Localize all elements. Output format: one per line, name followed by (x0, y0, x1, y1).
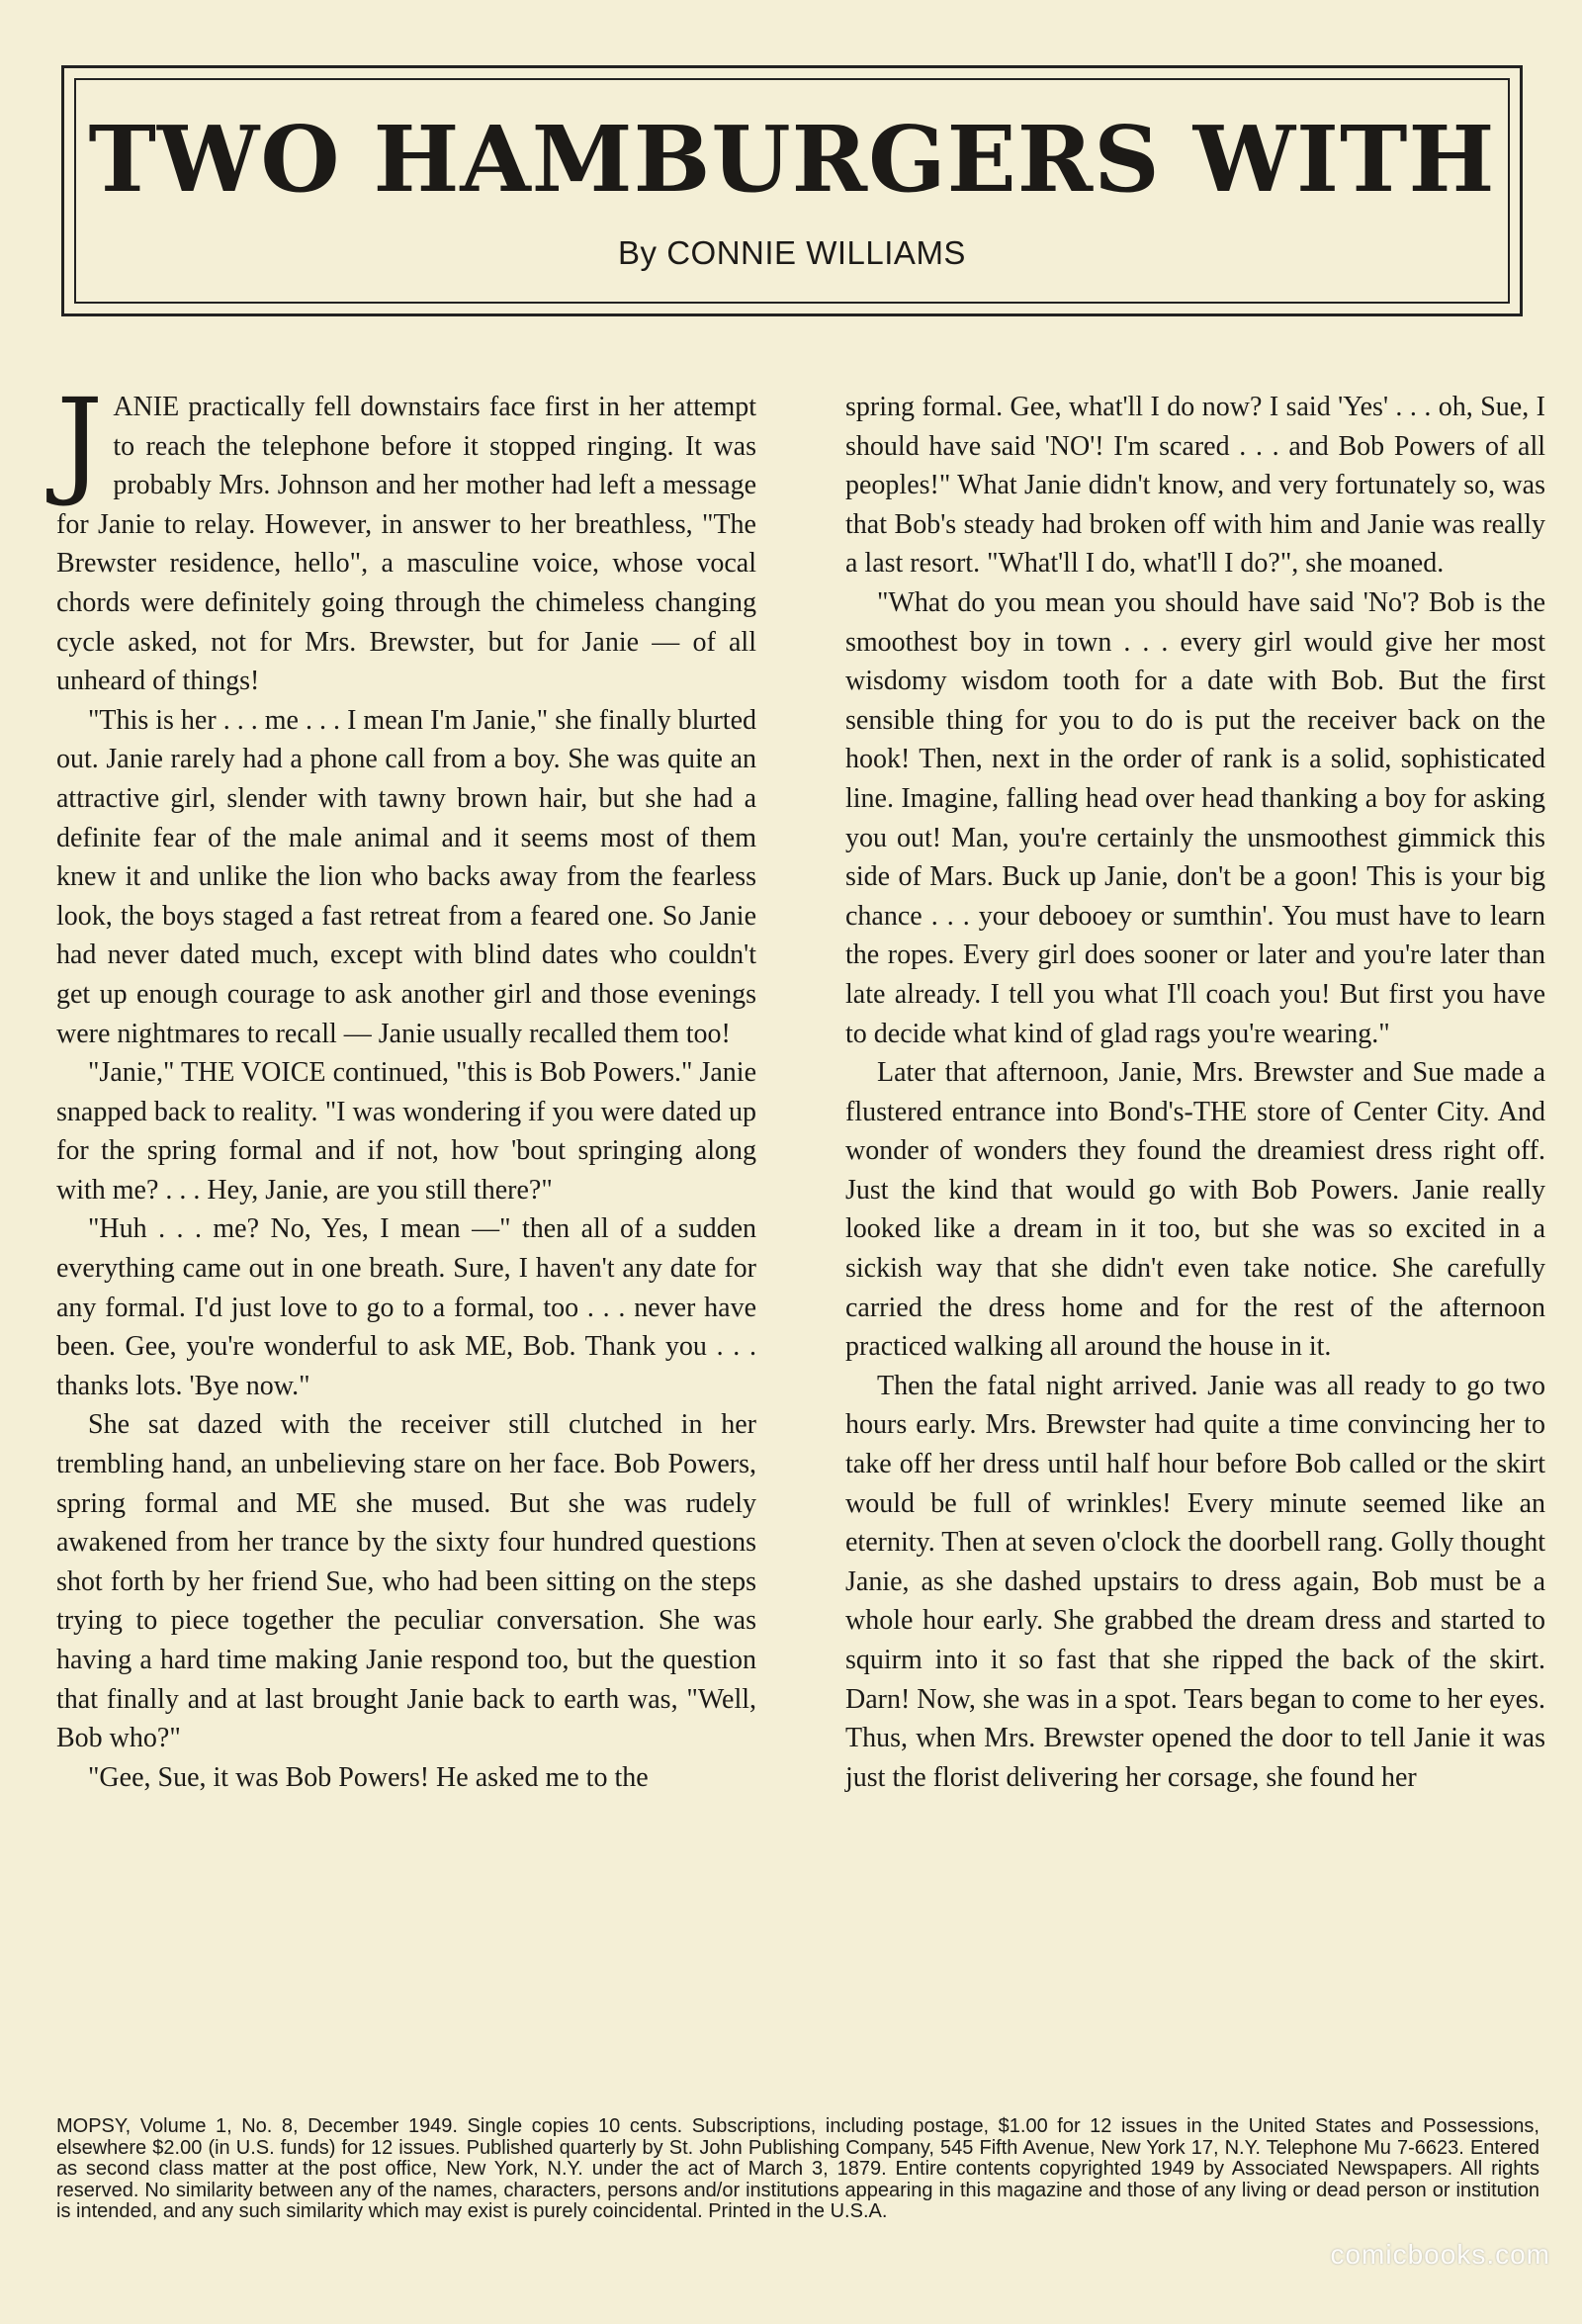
title-box (61, 65, 1523, 316)
paragraph (56, 373, 756, 701)
right-column (845, 388, 1545, 2049)
site-watermark: comicbooks.com (1330, 2239, 1550, 2270)
left-column (56, 373, 756, 2049)
first-word: ANIE (113, 392, 180, 422)
publication-indicia: MOPSY, Volume 1, No. 8, December 1949. Single copies 10 cents. Subscriptions, including postage, $1.00 for 12 issues in the United States and Possessions, elsewhere $2.00 (in U.S. funds) for 12 issues. Published quarterly by St. John Publishing Company, 545 Fifth Avenue, New York 17, N.Y. Telephone Mu 7-6623. Entered as second class matter at the post office, New York, N.Y. under the act of March 3, 1879. Entire contents copyrighted 1949 by Associated Newspapers. All rights reserved. No similarity between any of the names, characters, persons and/or institutions appearing in this magazine and those of any living or dead person or institution is intended, and any such similarity which may exist is purely coincidental. Printed in the U.S.A. (56, 2115, 1539, 2222)
story-title: TWO HAMBURGERS WITH (88, 106, 1496, 213)
paragraph: She sat dazed with the receiver still clutched in her trembling hand, an unbelieving stare on her face. Bob Powers, spring formal and ME she mused. But she was rudely awakened from her trance by the sixty four hundred questions shot forth by her friend Sue, who had been sitting on the steps trying to piece together the peculiar conversation. She was having a hard time making Janie respond too, but the question that finally and at last brought Janie back to earth was, "Well, Bob who?" (56, 1409, 756, 1754)
paragraph: "Janie," THE VOICE continued, "this is Bob Powers." Janie snapped back to reality. "I was wondering if you were dated up for the spring formal and if not, how 'bout springing along with me? . . . Hey, Janie, are you still there?" (56, 1057, 756, 1206)
drop-cap: J (56, 373, 104, 509)
paragraph: "Huh . . . me? No, Yes, I mean —" then all of a sudden everything came out in one breath. Sure, I haven't any date for any formal. I'd just love to go to a formal, too . . . never have been. Gee, you're wonderful to ask ME, Bob. Thank you . . . thanks lots. 'Bye now." (56, 1213, 756, 1401)
paragraph-text: practically fell downstairs face first in her attempt to reach the telephone before it stopped ringing. It was probably Mrs. Johnson and her mother had left a message for Janie to relay. However, in answer to her breathless, "The Brewster residence, hello", a masculine voice, whose vocal chords were definitely going through the chimeless changing cycle asked, not for Mrs. Brewster, but for Janie — of all unheard of things! (56, 392, 756, 697)
paragraph: "Gee, Sue, it was Bob Powers! He asked me to the (88, 1761, 649, 1793)
story-byline: By CONNIE WILLIAMS (618, 234, 966, 271)
paragraph: "This is her . . . me . . . I mean I'm Janie," she finally blurted out. Janie rarely had a phone call from a boy. She was quite an attractive girl, slender with tawny brown hair, but she had a definite fear of the male animal and it seems most of them knew it and unlike the lion who backs away from the fearless look, the boys staged a fast retreat from a feared one. So Janie had never dated much, except with blind dates who couldn't get up enough courage to ask another girl and those evenings were nightmares to recall — Janie usually recalled them too! (56, 704, 756, 1049)
paragraph: "What do you mean you should have said 'No'? Bob is the smoothest boy in town . . . every girl would give her most wisdomy wisdom tooth for a date with Bob. But the first sensible thing for you to do is put the receiver back on the hook! Then, next in the order of rank is a solid, sophisticated line. Imagine, falling head over head thanking a boy for asking you out! Man, you're certainly the unsmoothest gimmick this side of Mars. Buck up Janie, don't be a goon! This is your big chance . . . your debooey or sumthin'. You must have to learn the ropes. Every girl does sooner or later and you're later than late already. I tell you what I'll coach you! But first you have to decide what kind of glad rags you're wearing." (845, 586, 1545, 1049)
paragraph: spring formal. Gee, what'll I do now? I said 'Yes' . . . oh, Sue, I should have said 'NO'! I'm scared . . . and Bob Powers of all peoples!" What Janie didn't know, and very fortunately so, was that Bob's steady had broken off with him and Janie was really a last resort. "What'll I do, what'll I do?", she moaned. (845, 392, 1545, 580)
paragraph: Later that afternoon, Janie, Mrs. Brewster and Sue made a flustered entrance into Bond's-THE store of Center City. And wonder of wonders they found the dreamiest dress right off. Just the kind that would go with Bob Powers. Janie really looked like a dream in it too, but she was so excited in a sickish way that she didn't even take notice. She carefully carried the dress home and for the rest of the afternoon practiced walking all around the house in it. (845, 1057, 1545, 1363)
paragraph: Then the fatal night arrived. Janie was all ready to go two hours early. Mrs. Brewster had quite a time convincing her to take off her dress until half hour before Bob called or the skirt would be full of wrinkles! Every minute seemed like an eternity. Then at seven o'clock the doorbell rang. Golly thought Janie, as she dashed upstairs to dress again, Bob must be a whole hour early. She grabbed the dream dress and started to squirm into it so fast that she ripped the back of the skirt. Darn! Now, she was in a spot. Tears began to come to her eyes. Thus, when Mrs. Brewster opened the door to tell Janie it was just the florist delivering her corsage, she found her (845, 1370, 1545, 1793)
